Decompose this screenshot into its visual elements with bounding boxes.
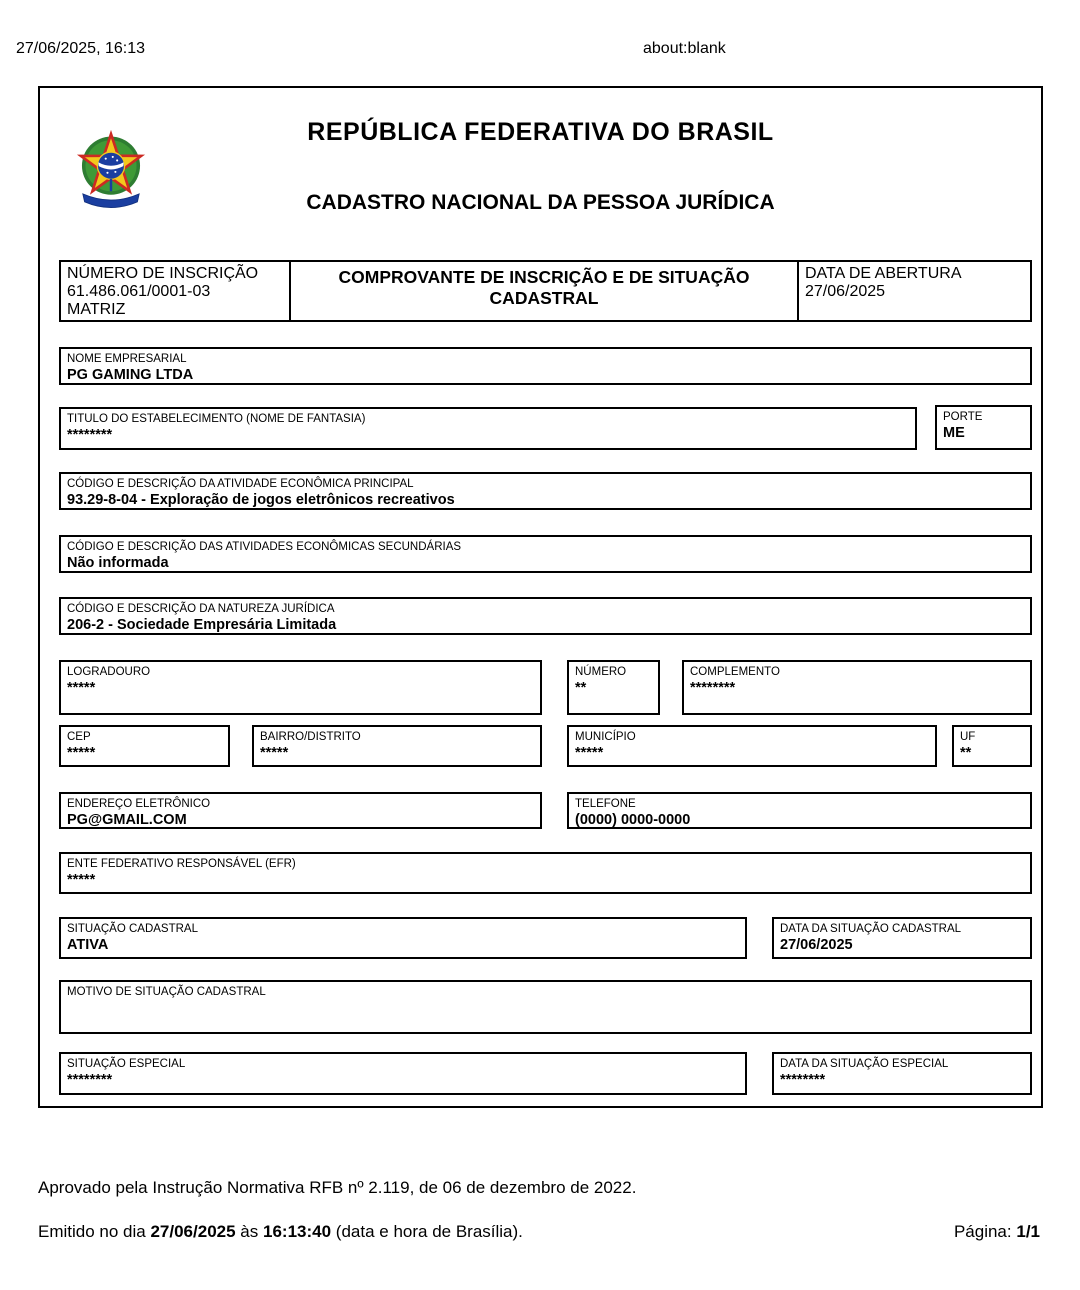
field-label: MOTIVO DE SITUAÇÃO CADASTRAL	[67, 986, 266, 998]
field-value: 206-2 - Sociedade Empresária Limitada	[67, 617, 337, 633]
field-label: CÓDIGO E DESCRIÇÃO DAS ATIVIDADES ECONÔMICAS SECUNDÁRIAS	[67, 541, 462, 553]
field-numero	[567, 660, 660, 715]
field-logradouro	[59, 660, 542, 715]
field-data-situacao-especial	[772, 1052, 1032, 1095]
field-label: ENTE FEDERATIVO RESPONSÁVEL (EFR)	[67, 858, 296, 870]
field-value: *****	[260, 745, 289, 761]
page-value: 1/1	[1016, 1222, 1040, 1241]
field-label: NÚMERO	[575, 666, 627, 678]
field-value: 93.29-8-04 - Exploração de jogos eletrônicos recreativos	[67, 492, 455, 508]
field-value: PG GAMING LTDA	[67, 367, 194, 383]
field-data-abertura	[799, 262, 1030, 320]
approval-note: Aprovado pela Instrução Normativa RFB nº 2.119, de 06 de dezembro de 2022.	[38, 1178, 637, 1197]
field-situacao-cadastral	[59, 917, 747, 959]
field-value: **	[960, 745, 972, 761]
field-atividades-secundarias	[59, 535, 1032, 573]
field-bairro	[252, 725, 542, 767]
print-header-url: about:blank	[643, 40, 726, 57]
field-value: PG@GMAIL.COM	[67, 812, 187, 828]
field-value: *****	[67, 745, 96, 761]
field-value: *****	[67, 872, 96, 888]
field-label: DATA DA SITUAÇÃO ESPECIAL	[780, 1058, 949, 1070]
field-label: UF	[960, 731, 976, 743]
field-label: NÚMERO DE INSCRIÇÃO	[67, 265, 259, 282]
field-value: Não informada	[67, 555, 169, 571]
cnpj-document	[38, 86, 1043, 1108]
field-situacao-especial	[59, 1052, 747, 1095]
field-efr	[59, 852, 1032, 894]
page-indicator	[954, 1222, 1040, 1242]
field-value: ********	[67, 427, 113, 443]
field-label: CÓDIGO E DESCRIÇÃO DA ATIVIDADE ECONÔMICA PRINCIPAL	[67, 478, 414, 490]
field-value: ********	[780, 1072, 826, 1088]
field-nome-fantasia	[59, 407, 917, 450]
field-numero-inscricao	[61, 262, 291, 320]
field-endereco-eletronico	[59, 792, 542, 829]
field-complemento	[682, 660, 1032, 715]
field-telefone	[567, 792, 1032, 829]
field-value: 27/06/2025	[805, 283, 886, 300]
field-natureza-juridica	[59, 597, 1032, 635]
field-porte	[935, 405, 1032, 450]
print-header-datetime: 27/06/2025, 16:13	[16, 40, 146, 57]
page-title: REPÚBLICA FEDERATIVA DO BRASIL	[307, 118, 774, 146]
field-value: ATIVA	[67, 937, 109, 953]
field-label: PORTE	[943, 411, 983, 423]
field-nome-empresarial	[59, 347, 1032, 385]
field-label: CÓDIGO E DESCRIÇÃO DA NATUREZA JURÍDICA	[67, 603, 335, 615]
top-row	[59, 260, 1032, 322]
comprovante-title-text: COMPROVANTE DE INSCRIÇÃO E DE SITUAÇÃO CADASTRAL	[338, 267, 750, 308]
field-value: *****	[575, 745, 604, 761]
field-motivo-situacao	[59, 980, 1032, 1034]
field-atividade-principal	[59, 472, 1032, 510]
field-label: CEP	[67, 731, 91, 743]
field-label: BAIRRO/DISTRITO	[260, 731, 361, 743]
field-comprovante-title	[291, 262, 799, 320]
field-label: TITULO DO ESTABELECIMENTO (NOME DE FANTASIA)	[67, 413, 366, 425]
field-label: NOME EMPRESARIAL	[67, 353, 187, 365]
emitted-conj: às	[240, 1222, 259, 1241]
field-label: COMPLEMENTO	[690, 666, 780, 678]
emitted-note	[38, 1222, 523, 1242]
field-value: ********	[67, 1072, 113, 1088]
field-value: 27/06/2025	[780, 937, 853, 953]
field-label: DATA DA SITUAÇÃO CADASTRAL	[780, 923, 962, 935]
emitted-prefix: Emitido no dia	[38, 1222, 146, 1241]
field-cep	[59, 725, 230, 767]
field-value: (0000) 0000-0000	[575, 812, 691, 828]
field-value: ********	[690, 680, 736, 696]
field-label: TELEFONE	[575, 798, 636, 810]
field-value: **	[575, 680, 587, 696]
emitted-date: 27/06/2025	[150, 1222, 236, 1241]
emitted-suffix: (data e hora de Brasília).	[335, 1222, 523, 1241]
field-label: DATA DE ABERTURA	[805, 265, 962, 282]
field-label: ENDEREÇO ELETRÔNICO	[67, 798, 211, 810]
emitted-time: 16:13:40	[263, 1222, 332, 1241]
field-label: SITUAÇÃO CADASTRAL	[67, 923, 198, 935]
field-label: LOGRADOURO	[67, 666, 151, 678]
field-tipo: MATRIZ	[67, 301, 126, 318]
field-uf	[952, 725, 1032, 767]
page-label: Página:	[953, 1222, 1012, 1241]
field-municipio	[567, 725, 937, 767]
page-subtitle: CADASTRO NACIONAL DA PESSOA JURÍDICA	[306, 191, 775, 214]
field-value: ME	[943, 425, 965, 441]
field-value: *****	[67, 680, 96, 696]
field-label: MUNICÍPIO	[575, 731, 636, 743]
field-value: 61.486.061/0001-03	[67, 283, 211, 300]
field-data-situacao-cadastral	[772, 917, 1032, 959]
field-label: SITUAÇÃO ESPECIAL	[67, 1058, 186, 1070]
